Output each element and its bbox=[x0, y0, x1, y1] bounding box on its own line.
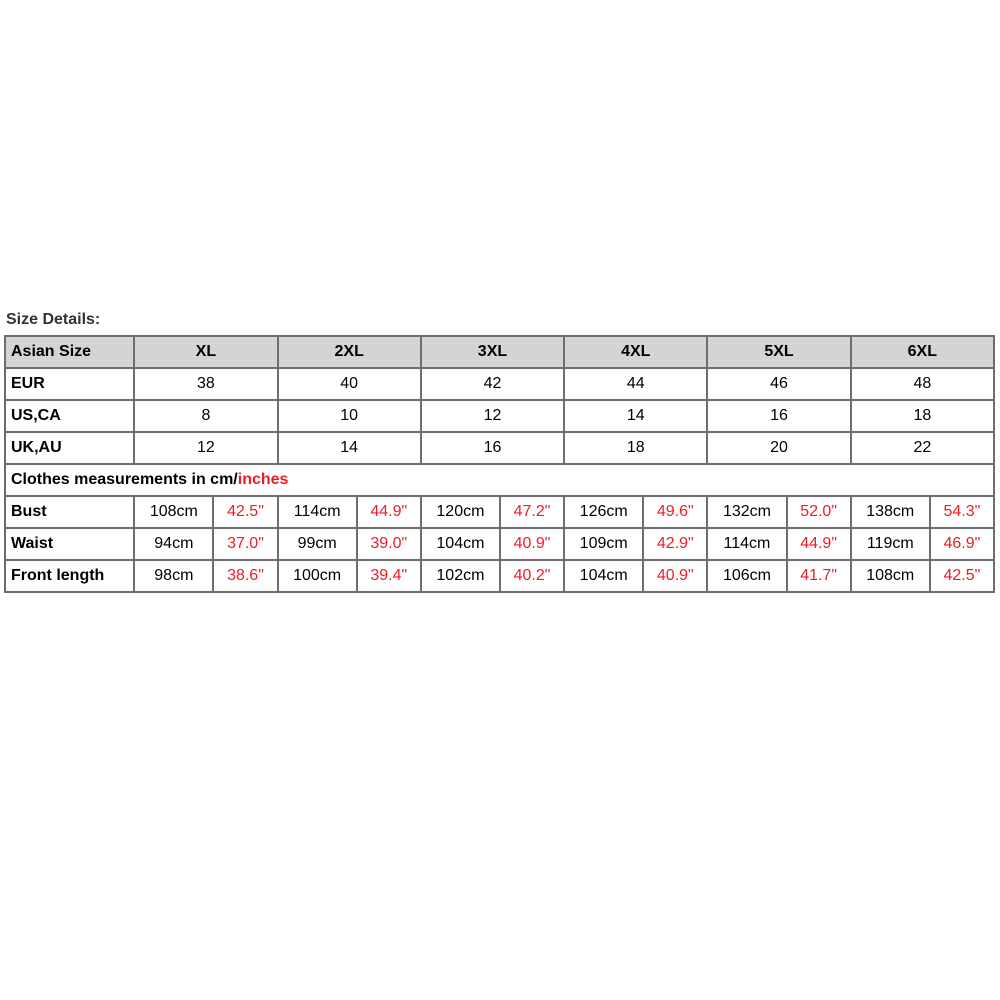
row-label: Front length bbox=[5, 560, 134, 592]
row-label: US,CA bbox=[5, 400, 134, 432]
size-header-5xl: 5XL bbox=[707, 336, 850, 368]
measurements-heading-inches: inches bbox=[237, 471, 289, 488]
table-cell: 16 bbox=[421, 432, 564, 464]
bust-row bbox=[5, 496, 994, 528]
size-header-3xl: 3XL bbox=[421, 336, 564, 368]
uk-au-row bbox=[5, 432, 994, 464]
inch-cell: 44.9" bbox=[357, 496, 421, 528]
inch-cell: 42.5" bbox=[930, 560, 994, 592]
measurements-heading bbox=[5, 464, 994, 496]
measurements-heading-row bbox=[5, 464, 994, 496]
row-label: UK,AU bbox=[5, 432, 134, 464]
inch-cell: 52.0" bbox=[787, 496, 851, 528]
inch-cell: 47.2" bbox=[500, 496, 564, 528]
inch-cell: 41.7" bbox=[787, 560, 851, 592]
cm-cell: 100cm bbox=[278, 560, 357, 592]
cm-cell: 138cm bbox=[851, 496, 930, 528]
inch-cell: 40.9" bbox=[500, 528, 564, 560]
cm-cell: 104cm bbox=[564, 560, 643, 592]
size-chart-table bbox=[4, 335, 995, 593]
us-ca-row bbox=[5, 400, 994, 432]
table-cell: 12 bbox=[421, 400, 564, 432]
table-cell: 12 bbox=[134, 432, 277, 464]
size-header-2xl: 2XL bbox=[278, 336, 421, 368]
cm-cell: 108cm bbox=[851, 560, 930, 592]
size-details-title: Size Details: bbox=[6, 311, 101, 328]
inch-cell: 37.0" bbox=[213, 528, 277, 560]
table-cell: 44 bbox=[564, 368, 707, 400]
table-cell: 42 bbox=[421, 368, 564, 400]
inch-cell: 40.9" bbox=[643, 560, 707, 592]
eur-row bbox=[5, 368, 994, 400]
waist-row bbox=[5, 528, 994, 560]
inch-cell: 46.9" bbox=[930, 528, 994, 560]
table-cell: 10 bbox=[278, 400, 421, 432]
cm-cell: 99cm bbox=[278, 528, 357, 560]
size-header-6xl: 6XL bbox=[851, 336, 994, 368]
table-cell: 38 bbox=[134, 368, 277, 400]
table-cell: 48 bbox=[851, 368, 994, 400]
inch-cell: 39.0" bbox=[357, 528, 421, 560]
cm-cell: 102cm bbox=[421, 560, 500, 592]
inch-cell: 40.2" bbox=[500, 560, 564, 592]
inch-cell: 54.3" bbox=[930, 496, 994, 528]
inch-cell: 42.5" bbox=[213, 496, 277, 528]
size-header-xl: XL bbox=[134, 336, 277, 368]
cm-cell: 104cm bbox=[421, 528, 500, 560]
cm-cell: 94cm bbox=[134, 528, 213, 560]
row-label: Bust bbox=[5, 496, 134, 528]
inch-cell: 44.9" bbox=[787, 528, 851, 560]
row-label: Waist bbox=[5, 528, 134, 560]
front-length-row bbox=[5, 560, 994, 592]
cm-cell: 126cm bbox=[564, 496, 643, 528]
cm-cell: 108cm bbox=[134, 496, 213, 528]
cm-cell: 106cm bbox=[707, 560, 786, 592]
cm-cell: 114cm bbox=[278, 496, 357, 528]
table-cell: 8 bbox=[134, 400, 277, 432]
table-cell: 14 bbox=[278, 432, 421, 464]
table-cell: 20 bbox=[707, 432, 850, 464]
size-header-4xl: 4XL bbox=[564, 336, 707, 368]
header-row bbox=[5, 336, 994, 368]
asian-size-label: Asian Size bbox=[5, 336, 134, 368]
measurements-heading-text: Clothes measurements in cm/ bbox=[11, 471, 238, 488]
table-cell: 40 bbox=[278, 368, 421, 400]
cm-cell: 120cm bbox=[421, 496, 500, 528]
cm-cell: 119cm bbox=[851, 528, 930, 560]
table-cell: 18 bbox=[851, 400, 994, 432]
table-cell: 14 bbox=[564, 400, 707, 432]
inch-cell: 42.9" bbox=[643, 528, 707, 560]
inch-cell: 49.6" bbox=[643, 496, 707, 528]
table-cell: 22 bbox=[851, 432, 994, 464]
table-cell: 18 bbox=[564, 432, 707, 464]
cm-cell: 109cm bbox=[564, 528, 643, 560]
table-cell: 16 bbox=[707, 400, 850, 432]
cm-cell: 132cm bbox=[707, 496, 786, 528]
inch-cell: 38.6" bbox=[213, 560, 277, 592]
row-label: EUR bbox=[5, 368, 134, 400]
cm-cell: 114cm bbox=[707, 528, 786, 560]
table-cell: 46 bbox=[707, 368, 850, 400]
cm-cell: 98cm bbox=[134, 560, 213, 592]
inch-cell: 39.4" bbox=[357, 560, 421, 592]
